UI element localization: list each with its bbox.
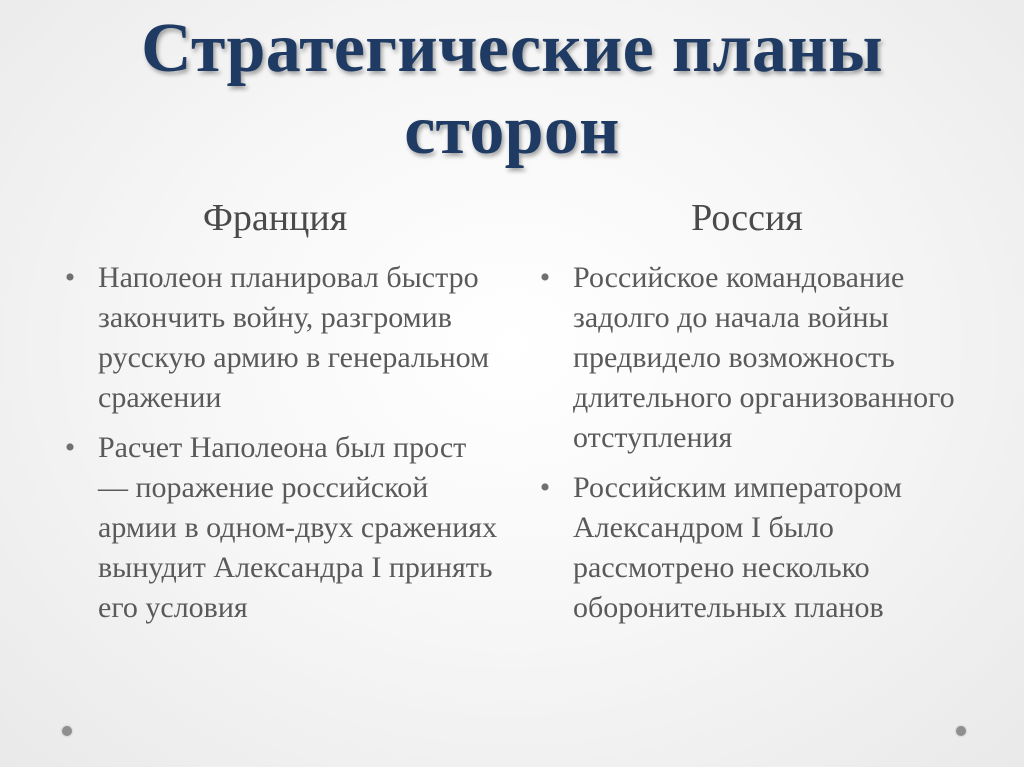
bullet-text: Российским императором Александром I было рассмотрено несколько оборонительных планов (573, 471, 902, 624)
bullet-icon: • (64, 431, 76, 464)
bullet-icon: • (539, 261, 551, 294)
slide-title-line-2: сторон (404, 92, 620, 169)
bullet-item (535, 468, 975, 628)
bullet-item (60, 258, 500, 418)
bullet-text: Расчет Наполеона был прост — поражение российской армии в одном-двух сражениях вынудит Александра I принять его условия (98, 431, 498, 624)
decorative-dot-icon (956, 726, 966, 736)
bullet-item (535, 258, 975, 458)
slide-title (0, 8, 1024, 172)
column-heading-russia: Россия (691, 197, 803, 239)
bullet-icon: • (64, 261, 76, 294)
decorative-dot-icon (62, 726, 72, 736)
bullet-text: Наполеон планировал быстро закончить войну, разгромив русскую армию в генеральном сражении (98, 261, 490, 414)
bullet-item (60, 428, 500, 628)
bullet-list-france (60, 258, 500, 638)
bullet-list-russia (535, 258, 975, 638)
slide-title-line-1: Стратегические планы (141, 10, 883, 87)
column-heading-france: Франция (202, 197, 348, 239)
bullet-text: Российское командование задолго до начала войны предвидело возможность длительного организованного отступления (573, 261, 955, 454)
bullet-icon: • (539, 471, 551, 504)
